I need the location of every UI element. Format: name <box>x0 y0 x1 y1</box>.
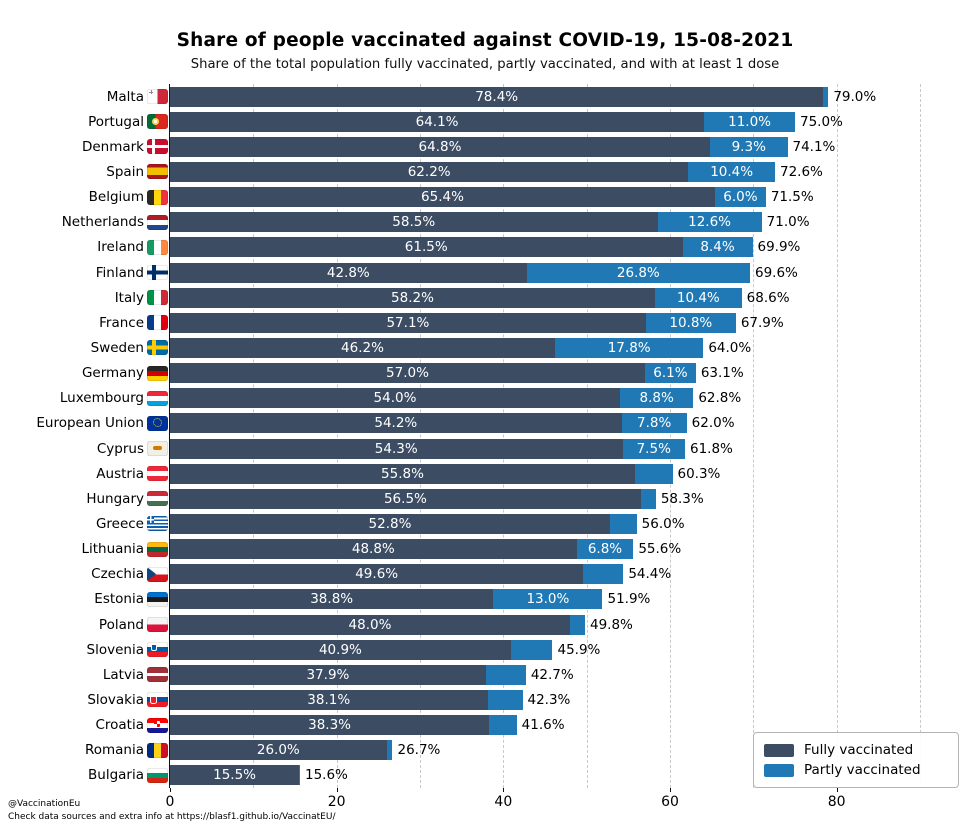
partly-value-label: 10.4% <box>710 163 754 180</box>
partly-value-label: 7.8% <box>637 415 672 432</box>
partly-value-label: 11.0% <box>728 113 772 130</box>
fully-bar-segment <box>170 338 555 358</box>
fully-bar-segment <box>170 439 623 459</box>
fully-value-label: 38.3% <box>308 717 352 734</box>
total-value-label: 62.8% <box>698 390 742 407</box>
total-value-label: 62.0% <box>691 415 735 432</box>
chart-row <box>0 335 970 360</box>
country-label: Austria <box>96 465 144 482</box>
row-header <box>0 189 170 205</box>
row-header <box>0 617 170 633</box>
country-label: Romania <box>84 742 144 759</box>
total-value-label: 15.6% <box>305 767 348 784</box>
fully-value-label: 64.1% <box>415 113 459 130</box>
chart-row <box>0 687 970 712</box>
row-header <box>0 466 170 482</box>
country-label: Estonia <box>94 591 144 608</box>
partly-bar-segment <box>489 715 517 735</box>
partly-bar-segment <box>704 112 795 132</box>
x-tick-mark <box>170 788 171 792</box>
bar-track <box>170 413 930 433</box>
bar-track <box>170 338 930 358</box>
flag-greece-icon <box>147 516 168 531</box>
partly-bar-segment <box>715 187 766 207</box>
fully-bar-segment <box>170 690 488 710</box>
partly-bar-segment <box>555 338 703 358</box>
x-tick-label: 60 <box>661 794 679 810</box>
country-label: Lithuania <box>81 541 144 558</box>
total-value-label: 49.8% <box>590 616 633 633</box>
bar-track <box>170 288 930 308</box>
bar-track <box>170 87 930 107</box>
row-header <box>0 591 170 607</box>
fully-bar-segment <box>170 288 655 308</box>
flag-lithuania-icon <box>147 542 168 557</box>
country-label: Portugal <box>88 113 144 130</box>
country-label: Greece <box>95 515 144 532</box>
chart-row <box>0 486 970 511</box>
fully-bar-segment <box>170 363 645 383</box>
partly-bar-segment <box>511 640 553 660</box>
bar-track <box>170 690 930 710</box>
bar-track <box>170 237 930 257</box>
country-label: Sweden <box>90 339 144 356</box>
bar-track <box>170 313 930 333</box>
fully-value-label: 46.2% <box>341 339 384 356</box>
country-label: Croatia <box>95 717 144 734</box>
fully-bar-segment <box>170 765 299 785</box>
fully-value-label: 58.5% <box>392 214 436 231</box>
partly-value-label: 26.8% <box>616 264 660 281</box>
chart-row <box>0 436 970 461</box>
bar-track <box>170 464 930 484</box>
total-value-label: 58.3% <box>660 490 704 507</box>
flag-austria-icon <box>147 466 168 481</box>
total-value-label: 63.1% <box>700 365 744 382</box>
row-header <box>0 667 170 683</box>
fully-bar-segment <box>170 87 823 107</box>
row-header <box>0 390 170 406</box>
x-tick-label: 20 <box>327 794 346 810</box>
partly-bar-segment <box>493 589 602 609</box>
flag-ireland-icon <box>147 240 168 255</box>
row-header <box>0 742 170 758</box>
flag-netherlands-icon <box>147 215 168 230</box>
bar-track <box>170 187 930 207</box>
partly-value-label: 8.4% <box>700 239 735 256</box>
country-label: Netherlands <box>61 214 144 231</box>
chart-row <box>0 511 970 536</box>
partly-value-label: 10.4% <box>676 289 720 306</box>
bar-track <box>170 489 930 509</box>
flag-portugal-icon <box>147 114 168 129</box>
fully-bar-segment <box>170 187 715 207</box>
country-label: Cyprus <box>96 440 144 457</box>
bar-track <box>170 212 930 232</box>
partly-value-label: 12.6% <box>688 214 732 231</box>
chart-row <box>0 260 970 285</box>
bar-track <box>170 162 930 182</box>
fully-bar-segment <box>170 388 620 408</box>
row-header <box>0 365 170 381</box>
total-value-label: 71.0% <box>766 214 810 231</box>
fully-value-label: 65.4% <box>421 189 464 206</box>
x-axis-ticks <box>165 792 930 812</box>
chart-row <box>0 461 970 486</box>
flag-poland-icon <box>147 617 168 632</box>
partly-bar-segment <box>658 212 762 232</box>
row-header <box>0 717 170 733</box>
fully-value-label: 62.2% <box>407 163 451 180</box>
country-label: Hungary <box>86 490 144 507</box>
fully-value-label: 55.8% <box>381 465 424 482</box>
fully-value-label: 78.4% <box>475 88 519 105</box>
chart-row <box>0 185 970 210</box>
total-value-label: 41.6% <box>521 717 565 734</box>
fully-bar-segment <box>170 489 641 509</box>
fully-value-label: 38.8% <box>310 591 354 608</box>
country-label: Germany <box>81 365 144 382</box>
fully-bar-segment <box>170 413 622 433</box>
legend-label-partly: Partly vaccinated <box>804 762 921 778</box>
chart-row <box>0 210 970 235</box>
bar-track <box>170 514 930 534</box>
partly-value-label: 13.0% <box>526 591 570 608</box>
fully-value-label: 38.1% <box>307 691 351 708</box>
x-tick-label: 40 <box>494 794 513 810</box>
fully-bar-segment <box>170 715 489 735</box>
partly-bar-segment <box>710 137 788 157</box>
fully-value-label: 48.8% <box>351 541 395 558</box>
flag-czechia-icon <box>147 567 168 582</box>
partly-vaccinated-swatch-icon <box>764 764 794 777</box>
row-header <box>0 89 170 105</box>
fully-bar-segment <box>170 212 658 232</box>
country-label: Bulgaria <box>88 767 144 784</box>
chart-rows <box>0 84 970 788</box>
fully-value-label: 64.8% <box>418 138 462 155</box>
fully-value-label: 54.0% <box>373 390 417 407</box>
partly-value-label: 6.1% <box>653 365 688 382</box>
partly-bar-segment <box>688 162 775 182</box>
country-label: Poland <box>98 616 144 633</box>
bar-track <box>170 640 930 660</box>
partly-bar-segment <box>488 690 523 710</box>
chart-row <box>0 310 970 335</box>
total-value-label: 69.9% <box>757 239 801 256</box>
partly-value-label: 6.8% <box>587 541 623 558</box>
partly-value-label: 10.8% <box>669 314 713 331</box>
partly-bar-segment <box>623 439 686 459</box>
fully-bar-segment <box>170 589 493 609</box>
bar-track <box>170 263 930 283</box>
fully-value-label: 37.9% <box>306 666 350 683</box>
total-value-label: 74.1% <box>792 138 836 155</box>
total-value-label: 71.5% <box>770 189 814 206</box>
flag-denmark-icon <box>147 139 168 154</box>
bar-track <box>170 539 930 559</box>
country-label: Slovakia <box>87 691 144 708</box>
partly-value-label: 7.5% <box>636 440 671 457</box>
fully-value-label: 54.2% <box>374 415 418 432</box>
chart-row <box>0 159 970 184</box>
partly-bar-segment <box>655 288 742 308</box>
row-header <box>0 290 170 306</box>
flag-estonia-icon <box>147 592 168 607</box>
partly-bar-segment <box>583 564 623 584</box>
flag-spain-icon <box>147 164 168 179</box>
total-value-label: 26.7% <box>397 742 441 759</box>
fully-vaccinated-swatch-icon <box>764 744 794 757</box>
fully-value-label: 42.8% <box>326 264 370 281</box>
chart-title: Share of people vaccinated against COVID-19, 15-08-2021 <box>176 30 794 51</box>
row-header <box>0 541 170 557</box>
legend-item-fully <box>764 740 948 760</box>
bar-track <box>170 388 930 408</box>
row-header <box>0 239 170 255</box>
row-header <box>0 642 170 658</box>
flag-germany-icon <box>147 366 168 381</box>
country-label: Czechia <box>91 566 144 583</box>
fully-value-label: 61.5% <box>404 239 448 256</box>
partly-bar-segment <box>620 388 693 408</box>
total-value-label: 64.0% <box>708 339 752 356</box>
chart-row <box>0 109 970 134</box>
flag-latvia-icon <box>147 667 168 682</box>
chart-row <box>0 235 970 260</box>
country-label: Ireland <box>97 239 144 256</box>
total-value-label: 55.6% <box>638 541 682 558</box>
flag-france-icon <box>147 315 168 330</box>
row-header <box>0 315 170 331</box>
country-label: European Union <box>36 415 144 432</box>
bar-track <box>170 589 930 609</box>
fully-value-label: 15.5% <box>213 767 257 784</box>
total-value-label: 79.0% <box>833 88 877 105</box>
row-header <box>0 139 170 155</box>
partly-bar-segment <box>570 615 585 635</box>
fully-bar-segment <box>170 740 387 760</box>
total-value-label: 42.3% <box>527 691 571 708</box>
country-label: France <box>99 314 144 331</box>
country-label: Spain <box>106 163 144 180</box>
fully-bar-segment <box>170 514 610 534</box>
x-tick-mark <box>337 788 338 792</box>
fully-bar-segment <box>170 615 570 635</box>
flag-hungary-icon <box>147 491 168 506</box>
chart-row <box>0 587 970 612</box>
row-header <box>0 441 170 457</box>
fully-value-label: 57.1% <box>386 314 430 331</box>
fully-bar-segment <box>170 665 486 685</box>
row-header <box>0 340 170 356</box>
flag-malta-icon <box>147 89 168 104</box>
chart-row <box>0 134 970 159</box>
bar-track <box>170 615 930 635</box>
chart-row <box>0 361 970 386</box>
chart-subtitle: Share of the total population fully vaccinated, partly vaccinated, and with at least 1 dose <box>190 57 780 72</box>
row-header <box>0 415 170 431</box>
chart-row <box>0 612 970 637</box>
chart-row <box>0 562 970 587</box>
row-header <box>0 164 170 180</box>
legend <box>753 732 959 788</box>
chart-row <box>0 285 970 310</box>
flag-belgium-icon <box>147 190 168 205</box>
bar-track <box>170 439 930 459</box>
x-tick-mark <box>837 788 838 792</box>
total-value-label: 67.9% <box>740 314 784 331</box>
fully-bar-segment <box>170 162 688 182</box>
fully-value-label: 49.6% <box>355 566 399 583</box>
fully-value-label: 40.9% <box>318 641 362 658</box>
country-label: Latvia <box>102 666 144 683</box>
flag-european-union-icon <box>147 416 168 431</box>
flag-luxembourg-icon <box>147 391 168 406</box>
country-label: Finland <box>95 264 144 281</box>
chart-row <box>0 84 970 109</box>
total-value-label: 61.8% <box>690 440 733 457</box>
x-tick-label: 80 <box>827 794 846 810</box>
legend-item-partly <box>764 760 948 780</box>
total-value-label: 54.4% <box>628 566 672 583</box>
flag-finland-icon <box>147 265 168 280</box>
fully-value-label: 26.0% <box>256 742 300 759</box>
credit-handle: @VaccinationEu <box>8 799 81 809</box>
bar-track <box>170 137 930 157</box>
data-source-note: Check data sources and extra info at https://blasf1.github.io/VaccinatEU/ <box>8 812 336 822</box>
bar-track <box>170 112 930 132</box>
total-value-label: 56.0% <box>641 515 685 532</box>
country-label: Malta <box>106 88 144 105</box>
total-value-label: 45.9% <box>557 641 601 658</box>
fully-bar-segment <box>170 263 527 283</box>
partly-bar-segment <box>645 363 696 383</box>
chart-row <box>0 637 970 662</box>
country-label: Denmark <box>81 138 144 155</box>
fully-value-label: 52.8% <box>368 515 412 532</box>
fully-bar-segment <box>170 112 704 132</box>
row-header <box>0 692 170 708</box>
flag-bulgaria-icon <box>147 768 168 783</box>
bar-track <box>170 665 930 685</box>
flag-cyprus-icon <box>147 441 168 456</box>
partly-bar-segment <box>577 539 634 559</box>
fully-value-label: 57.0% <box>386 365 429 382</box>
total-value-label: 42.7% <box>530 666 574 683</box>
fully-bar-segment <box>170 640 511 660</box>
flag-italy-icon <box>147 290 168 305</box>
row-header <box>0 516 170 532</box>
country-label: Belgium <box>88 189 144 206</box>
row-header <box>0 491 170 507</box>
x-tick-mark <box>670 788 671 792</box>
fully-bar-segment <box>170 237 683 257</box>
total-value-label: 68.6% <box>746 289 790 306</box>
chart-row <box>0 386 970 411</box>
row-header <box>0 214 170 230</box>
fully-value-label: 54.3% <box>374 440 418 457</box>
flag-slovenia-icon <box>147 642 168 657</box>
flag-croatia-icon <box>147 718 168 733</box>
partly-value-label: 6.0% <box>723 189 758 206</box>
fully-bar-segment <box>170 564 583 584</box>
bar-track <box>170 564 930 584</box>
partly-value-label: 8.8% <box>639 390 674 407</box>
fully-value-label: 48.0% <box>348 616 392 633</box>
partly-bar-segment <box>610 514 637 534</box>
row-header <box>0 265 170 281</box>
chart-row <box>0 411 970 436</box>
bar-track <box>170 363 930 383</box>
country-label: Italy <box>114 289 144 306</box>
flag-sweden-icon <box>147 340 168 355</box>
row-header <box>0 114 170 130</box>
chart-row <box>0 662 970 687</box>
partly-bar-segment <box>646 313 736 333</box>
fully-value-label: 56.5% <box>383 490 427 507</box>
legend-label-fully: Fully vaccinated <box>804 742 914 758</box>
country-label: Slovenia <box>86 641 144 658</box>
fully-bar-segment <box>170 539 577 559</box>
partly-bar-segment <box>683 237 753 257</box>
x-tick-mark <box>503 788 504 792</box>
partly-bar-segment <box>622 413 687 433</box>
flag-slovakia-icon <box>147 692 168 707</box>
partly-value-label: 9.3% <box>731 138 766 155</box>
total-value-label: 69.6% <box>755 264 798 281</box>
total-value-label: 51.9% <box>607 591 651 608</box>
flag-romania-icon <box>147 743 168 758</box>
total-value-label: 72.6% <box>780 163 823 180</box>
chart-row <box>0 537 970 562</box>
fully-bar-segment <box>170 464 635 484</box>
total-value-label: 75.0% <box>800 113 843 130</box>
row-header <box>0 767 170 783</box>
partly-bar-segment <box>486 665 526 685</box>
country-label: Luxembourg <box>59 390 144 407</box>
total-value-label: 60.3% <box>677 465 721 482</box>
fully-bar-segment <box>170 137 710 157</box>
fully-bar-segment <box>170 313 646 333</box>
partly-value-label: 17.8% <box>607 339 651 356</box>
partly-bar-segment <box>635 464 673 484</box>
partly-bar-segment <box>527 263 750 283</box>
partly-bar-segment <box>641 489 656 509</box>
fully-value-label: 58.2% <box>391 289 434 306</box>
row-header <box>0 566 170 582</box>
x-tick-label: 0 <box>165 794 175 810</box>
